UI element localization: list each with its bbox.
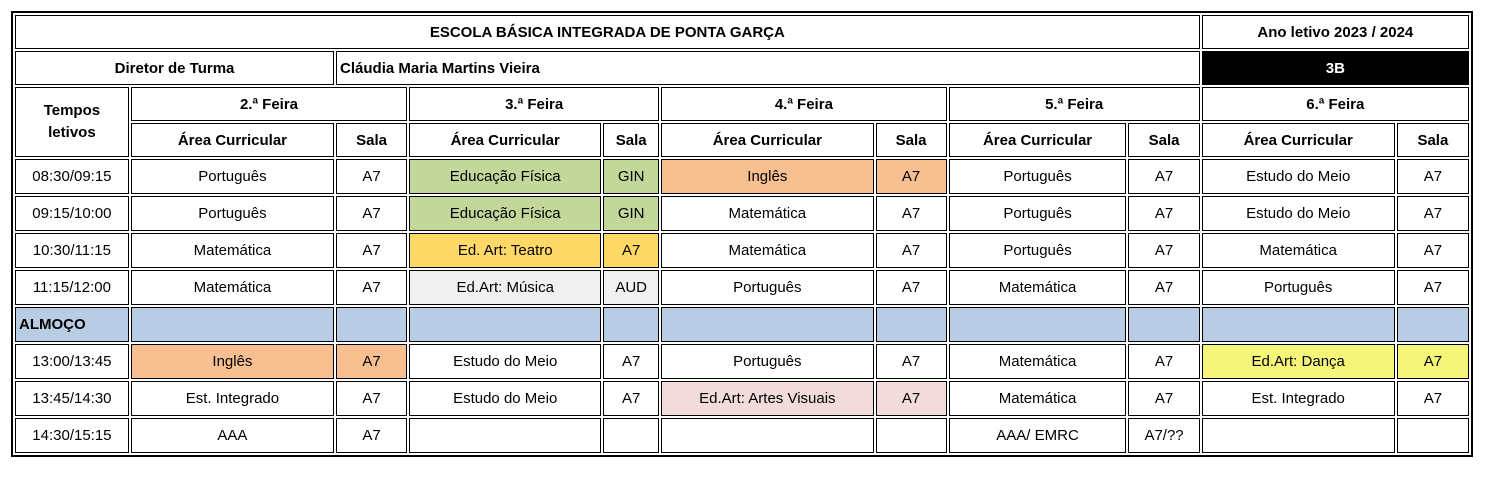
time-slot: 13:00/13:45 (15, 344, 129, 379)
subject-cell (409, 307, 601, 342)
lunch-label: ALMOÇO (15, 307, 129, 342)
time-slot: 14:30/15:15 (15, 418, 129, 453)
room-cell: A7 (1397, 196, 1469, 231)
subject-cell: Português (1202, 270, 1395, 305)
area-header: Área Curricular (949, 123, 1127, 157)
subject-cell: Português (949, 196, 1127, 231)
subject-cell: Ed.Art: Música (409, 270, 601, 305)
day-header-row (15, 87, 1469, 121)
room-cell: A7 (1397, 270, 1469, 305)
subject-cell: Estudo do Meio (409, 344, 601, 379)
room-cell (603, 418, 659, 453)
room-cell: A7 (603, 381, 659, 416)
time-slot-row (15, 270, 1469, 305)
time-slot: 11:15/12:00 (15, 270, 129, 305)
subject-cell: Português (131, 196, 334, 231)
title-row (15, 15, 1469, 49)
room-cell: A7 (1397, 344, 1469, 379)
director-name: Cláudia Maria Martins Vieira (336, 51, 1200, 85)
subject-cell: Ed.Art: Dança (1202, 344, 1395, 379)
room-cell: A7 (336, 196, 407, 231)
subject-cell: Matemática (131, 270, 334, 305)
day-header: 2.ª Feira (131, 87, 407, 121)
room-cell: AUD (603, 270, 659, 305)
sala-header: Sala (1128, 123, 1199, 157)
subject-cell: Português (131, 159, 334, 194)
room-cell: A7 (876, 196, 947, 231)
room-cell (336, 307, 407, 342)
subject-cell (661, 307, 873, 342)
tempos-label: Tempos letivos (15, 87, 129, 157)
subject-cell: Ed. Art: Teatro (409, 233, 601, 268)
class-name: 3B (1202, 51, 1469, 85)
day-header: 3.ª Feira (409, 87, 659, 121)
room-cell: A7 (876, 233, 947, 268)
subject-cell: Inglês (661, 159, 873, 194)
subject-cell: Português (949, 159, 1127, 194)
sala-header: Sala (336, 123, 407, 157)
room-cell: A7 (1397, 159, 1469, 194)
subject-cell (131, 307, 334, 342)
subject-cell (409, 418, 601, 453)
room-cell (1128, 307, 1199, 342)
room-cell: A7 (1128, 233, 1199, 268)
school-name: ESCOLA BÁSICA INTEGRADA DE PONTA GARÇA (15, 15, 1200, 49)
area-header: Área Curricular (409, 123, 601, 157)
area-header: Área Curricular (1202, 123, 1395, 157)
subject-cell: Matemática (661, 233, 873, 268)
room-cell: A7 (1128, 159, 1199, 194)
director-label: Diretor de Turma (15, 51, 334, 85)
room-cell: GIN (603, 196, 659, 231)
room-cell: A7 (336, 233, 407, 268)
subject-cell: Português (949, 233, 1127, 268)
room-cell: A7 (1397, 233, 1469, 268)
area-header: Área Curricular (131, 123, 334, 157)
lunch-row (15, 307, 1469, 342)
sala-header: Sala (876, 123, 947, 157)
day-header: 4.ª Feira (661, 87, 947, 121)
subject-cell (1202, 418, 1395, 453)
room-cell: A7 (1128, 381, 1199, 416)
director-row (15, 51, 1469, 85)
room-cell: A7 (876, 381, 947, 416)
subject-cell: Estudo do Meio (1202, 159, 1395, 194)
subject-cell: Matemática (661, 196, 873, 231)
room-cell: A7 (1128, 196, 1199, 231)
room-cell: A7 (1397, 381, 1469, 416)
time-slot-row (15, 196, 1469, 231)
room-cell: A7 (336, 418, 407, 453)
time-slot: 08:30/09:15 (15, 159, 129, 194)
subject-cell: Matemática (949, 344, 1127, 379)
subject-cell (1202, 307, 1395, 342)
subject-cell: Inglês (131, 344, 334, 379)
room-cell: A7 (336, 381, 407, 416)
time-slot: 10:30/11:15 (15, 233, 129, 268)
sala-header: Sala (603, 123, 659, 157)
subject-cell: AAA (131, 418, 334, 453)
room-cell: A7 (603, 344, 659, 379)
room-cell (876, 307, 947, 342)
room-cell (1397, 307, 1469, 342)
schedule-table (11, 11, 1473, 457)
room-cell: A7 (336, 159, 407, 194)
room-cell (603, 307, 659, 342)
subject-cell: Matemática (949, 270, 1127, 305)
subject-cell: AAA/ EMRC (949, 418, 1127, 453)
room-cell: A7 (336, 270, 407, 305)
room-cell: GIN (603, 159, 659, 194)
subject-cell: Estudo do Meio (1202, 196, 1395, 231)
subject-cell: Matemática (949, 381, 1127, 416)
time-slot-row (15, 233, 1469, 268)
room-cell: A7 (1128, 270, 1199, 305)
subject-cell: Educação Física (409, 196, 601, 231)
day-header: 6.ª Feira (1202, 87, 1469, 121)
subject-cell: Educação Física (409, 159, 601, 194)
sala-header: Sala (1397, 123, 1469, 157)
room-cell: A7 (603, 233, 659, 268)
time-slot-row (15, 344, 1469, 379)
subject-cell: Português (661, 270, 873, 305)
time-slot: 13:45/14:30 (15, 381, 129, 416)
subject-cell: Ed.Art: Artes Visuais (661, 381, 873, 416)
subject-cell: Matemática (1202, 233, 1395, 268)
subject-cell: Est. Integrado (131, 381, 334, 416)
column-header-row (15, 123, 1469, 157)
room-cell: A7/?? (1128, 418, 1199, 453)
time-slot-row (15, 159, 1469, 194)
school-year: Ano letivo 2023 / 2024 (1202, 15, 1469, 49)
subject-cell (661, 418, 873, 453)
room-cell: A7 (876, 270, 947, 305)
room-cell (876, 418, 947, 453)
room-cell: A7 (336, 344, 407, 379)
room-cell: A7 (1128, 344, 1199, 379)
subject-cell: Matemática (131, 233, 334, 268)
subject-cell: Português (661, 344, 873, 379)
subject-cell: Est. Integrado (1202, 381, 1395, 416)
time-slot-row (15, 381, 1469, 416)
area-header: Área Curricular (661, 123, 873, 157)
room-cell (1397, 418, 1469, 453)
day-header: 5.ª Feira (949, 87, 1200, 121)
subject-cell: Estudo do Meio (409, 381, 601, 416)
time-slot: 09:15/10:00 (15, 196, 129, 231)
room-cell: A7 (876, 344, 947, 379)
subject-cell (949, 307, 1127, 342)
room-cell: A7 (876, 159, 947, 194)
time-slot-row (15, 418, 1469, 453)
